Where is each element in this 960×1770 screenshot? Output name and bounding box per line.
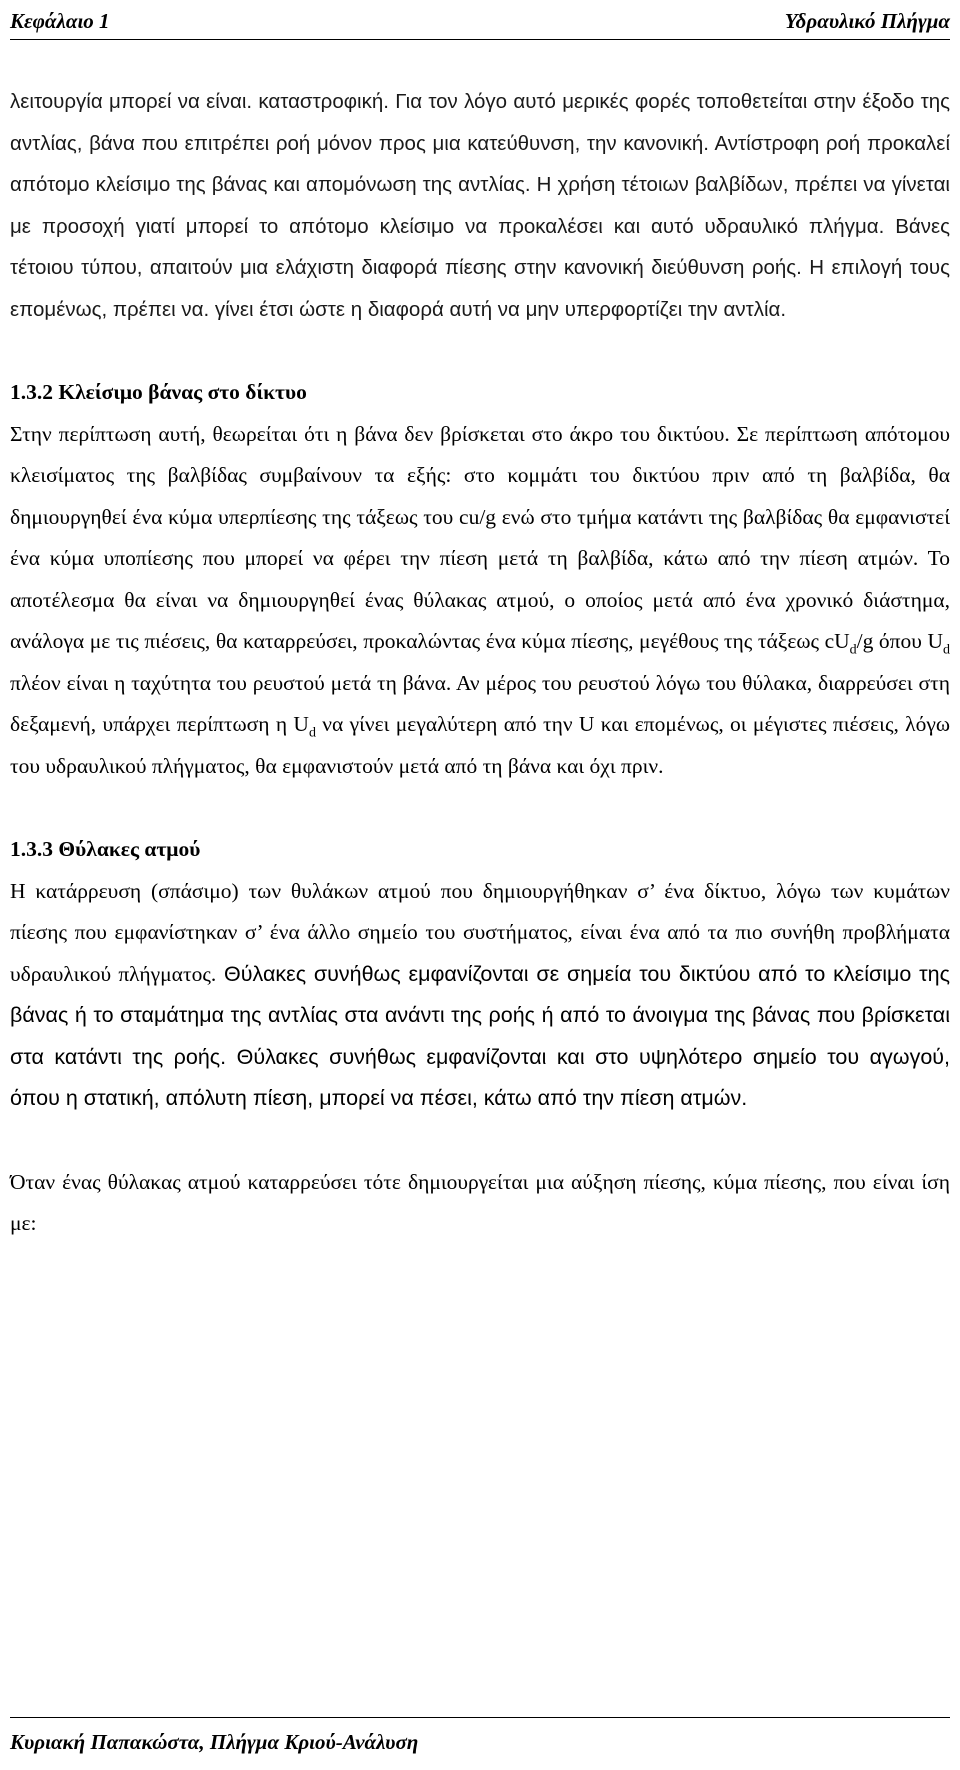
- text-run: Θύλακες συνήθως εμφανίζονται και στο υψηλότερο σημείο του αγωγού, όπου η στατική, απόλυτη πίεση, μπορεί να πέσει, κάτω από την πίεση ατμών.: [10, 1044, 951, 1110]
- page-header: [10, 6, 950, 38]
- paragraph-gap: [10, 787, 950, 829]
- section-heading-1-3-2: 1.3.2 Κλείσιμο βάνας στο δίκτυο: [10, 380, 307, 404]
- text-run: πλέον είναι η ταχύτητα του ρευστού μετά τη βάνα. Αν μέρος του ρευστού λόγω του θύλακα, διαρρεύσει στη δεξαμενή, υπάρχει περίπτωση η U: [10, 670, 950, 736]
- paragraph-pump-valve: λειτουργία μπορεί να είναι. καταστροφική. Για τον λόγο αυτό μερικές φορές τοποθετείται στην έξοδο της αντλίας, βάνα που επιτρέπει ροή μόνον προς μια κατεύθυνση, την κανονική. Αντίστροφη ροή προκαλεί απότομο κλείσιμο της βάνας και απομόνωση της αντλίας. Η χρήση τέτοιων βαλβίδων, πρέπει να γίνεται με προσοχή γιατί μπορεί το απότομο κλείσιμο να προκαλέσει και αυτό υδραυλικό πλήγμα. Βάνες τέτοιου τύπου, απαιτούν μια ελάχιστη διαφορά πίεσης στην κανονική διεύθυνση ροής. Η επιλογή τους επομένως, πρέπει να. γίνει έτσι ώστε η διαφορά αυτή να μην υπερφορτίζει την αντλία.: [10, 90, 950, 321]
- chapter-topic: Υδραυλικό Πλήγμα: [784, 9, 950, 33]
- subscript-d: d: [308, 725, 316, 741]
- header-rule: [10, 39, 950, 40]
- text-run: να γίνει μεγαλύτερη από την U και επομένως, οι μέγιστες πιέσεις, λόγω του υδραυλικού πλήγματος, θα εμφανιστούν μετά από τη βάνα και όχι πριν.: [10, 712, 950, 778]
- text-run: Η κατάρρευση (σπάσιμο) των θυλάκων ατμού που δημιουργήθηκαν σ’ ένα δίκτυο, λόγω των κυμάτων πίεσης που εμφανίστηκαν σ’ ένα άλλο σημείο του συστήματος, είναι ένα από τα πιο συνήθη προβλήματα υδραυλικού πλήγματος.: [10, 878, 950, 986]
- page-body: [10, 81, 950, 1245]
- footer-rule: [10, 1717, 950, 1718]
- paragraph-pressure-rise: Όταν ένας θύλακας ατμού καταρρεύσει τότε δημιουργείται μια αύξηση πίεσης, κύμα πίεσης, που είναι ίση με:: [10, 1169, 950, 1235]
- subscript-d: d: [943, 642, 950, 658]
- paragraph-gap: [10, 1120, 950, 1162]
- subscript-d: d: [849, 642, 857, 658]
- paragraph-vapor-pockets: [10, 871, 950, 1120]
- paragraph-valve-closure-network: [10, 414, 950, 788]
- chapter-label: Κεφάλαιο 1: [10, 9, 110, 33]
- text-run: Θύλακες συνήθως εμφανίζονται σε σημεία του δικτύου από το κλείσιμο της βάνας ή το σταμάτημα της αντλίας στα ανάντι της ροής ή από το άνοιγμα της βάνας που βρίσκεται στα κατάντι της ροής.: [10, 961, 950, 1069]
- text-run: Στην περίπτωση αυτή, θεωρείται ότι η βάνα δεν βρίσκεται στο άκρο του δικτύου. Σε περίπτωση απότομου κλεισίματος της βαλβίδας συμβαίνουν τα εξής: στο κομμάτι του δικτύου πριν από τη βαλβίδα, θα δημιουργηθεί ένα κύμα υπερπίεσης της τάξεως του cu/g ενώ στο τμήμα κατάντι της βαλβίδας θα εμφανιστεί ένα κύμα υποπίεσης που μπορεί να φέρει την πίεση μετά τη βαλβίδα, κάτω από την πίεση ατμών. Το αποτέλεσμα θα είναι να δημιουργηθεί ένας θύλακας ατμού, ο οποίος μετά από ένα χρονικό διάστημα, ανάλογα με τις πιέσεις, θα καταρρεύσει, προκαλώντας ένα κύμα πίεσης, μεγέθους της τάξεως cU: [10, 421, 950, 653]
- paragraph-gap: [10, 330, 950, 372]
- page-footer: Κυριακή Παπακώστα, Πλήγμα Κριού-Ανάλυση: [10, 1730, 419, 1754]
- section-heading-1-3-3: 1.3.3 Θύλακες ατμού: [10, 837, 201, 861]
- text-run: /g όπου U: [856, 629, 943, 653]
